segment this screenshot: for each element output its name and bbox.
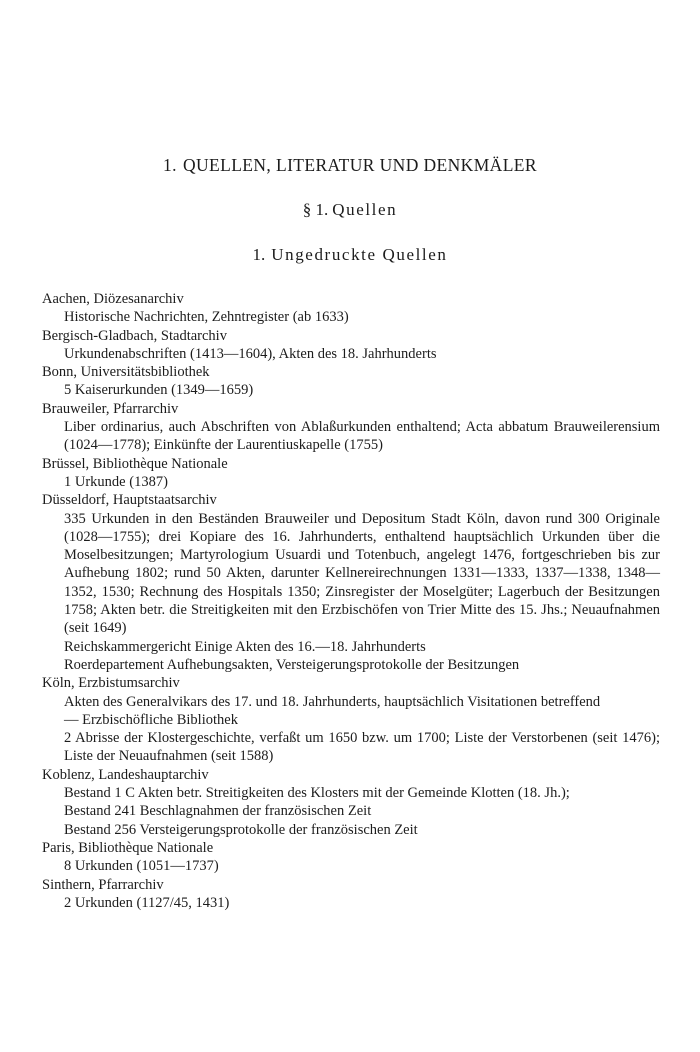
archive-location: Koblenz, Landeshauptarchiv — [42, 766, 209, 783]
archive-location: Brüssel, Bibliothèque Nationale — [42, 455, 228, 472]
archive-block — [42, 839, 660, 876]
chapter-heading — [0, 155, 700, 176]
subsection-heading — [0, 245, 700, 265]
holding-entry: Akten des Generalvikars des 17. und 18. Jahrhunderts, hauptsächlich Visitationen betreffend — [64, 693, 601, 710]
archive-location: Aachen, Diözesanarchiv — [42, 291, 184, 307]
holding-entry: Urkundenabschriften (1413—1604), Akten des 18. Jahrhunderts — [64, 345, 437, 362]
archive-location: Köln, Erzbistumsarchiv — [42, 675, 180, 692]
chapter-title: QUELLEN, LITERATUR UND DENKMÄLER — [182, 155, 537, 175]
archive-location: Düsseldorf, Hauptstaatsarchiv — [42, 492, 217, 509]
holding-entry: Historische Nachrichten, Zehntregister (ab 1633) — [64, 309, 349, 326]
archive-block — [42, 876, 660, 913]
archive-block — [42, 400, 660, 455]
holding-entry: Liber ordinarius, auch Abschriften von Ablaßurkunden enthaltend; Acta abbatum Brauweilerensium (1024—1778); Einkünfte der Laurentiuskapelle (1755) — [64, 419, 660, 454]
holding-entry: 335 Urkunden in den Beständen Brauweiler und Depositum Stadt Köln, davon rund 300 Originale (1028—1755); drei Kopiare des 16. Jahrhunderts, enthaltend hauptsächlich Urkunden über die Moselbesitzungen; Martyrologium Usuardi und Totenbuch, angelegt 1476, fortgeschrieben bis zur Aufhebung 1802; rund 50 Akten, darunter Kellnereirechnungen 1331—1333, 1337—1338, 1348—1352, 1530; Rechnung des Hospitals 1350; Zinsregister der Moselgüter; Lagerbuch der Besitzungen 1758; Akten betr. die Streitigkeiten mit den Erzbischöfen von Trier Mitte des 15. Jhs.; Neuaufnahmen (seit 1649) — [64, 510, 660, 637]
archive-block — [42, 327, 660, 364]
archive-block — [42, 290, 660, 327]
archive-block — [42, 674, 660, 765]
archive-location: Paris, Bibliothèque Nationale — [42, 839, 214, 856]
holding-entry: 1 Urkunde (1387) — [64, 473, 168, 490]
archive-location: Brauweiler, Pfarrarchiv — [42, 400, 179, 417]
archive-block — [42, 363, 660, 400]
holding-entry: Reichskammergericht Einige Akten des 16.—18. Jahrhunderts — [64, 638, 426, 655]
section-title: Quellen — [332, 200, 398, 219]
holding-entry: Roerdepartement Aufhebungsakten, Versteigerungsprotokolle der Besitzungen — [64, 656, 520, 673]
holding-entry: 8 Urkunden (1051—1737) — [64, 858, 219, 875]
archive-block — [42, 491, 660, 674]
section-heading — [0, 200, 700, 220]
holding-entry: — Erzbischöfliche Bibliothek — [64, 711, 238, 728]
archive-block — [42, 455, 660, 492]
holding-entry: Bestand 1 C Akten betr. Streitigkeiten des Klosters mit der Gemeinde Klotten (18. Jh.); — [64, 785, 570, 802]
archive-block — [42, 766, 660, 839]
holding-entry: 2 Abrisse der Klostergeschichte, verfaßt um 1650 bzw. um 1700; Liste der Verstorbenen (seit 1476); Liste der Neuaufnahmen (seit 1588) — [64, 730, 660, 765]
archive-location: Bonn, Universitätsbibliothek — [42, 364, 210, 381]
subsection-number: 1. — [252, 245, 266, 264]
archive-location: Sinthern, Pfarrarchiv — [42, 876, 164, 893]
subsection-title: Ungedruckte Quellen — [271, 245, 448, 264]
holding-entry: 5 Kaiserurkunden (1349—1659) — [64, 382, 254, 399]
holding-entry: Bestand 241 Beschlagnahmen der französischen Zeit — [64, 803, 372, 820]
archive-location: Bergisch-Gladbach, Stadtarchiv — [42, 327, 227, 344]
holding-entry: Bestand 256 Versteigerungsprotokolle der französischen Zeit — [64, 821, 418, 838]
chapter-number: 1. — [163, 155, 177, 175]
sources-list — [42, 290, 660, 912]
section-symbol: § 1. — [302, 200, 329, 219]
holding-entry: 2 Urkunden (1127/45, 1431) — [64, 894, 230, 911]
